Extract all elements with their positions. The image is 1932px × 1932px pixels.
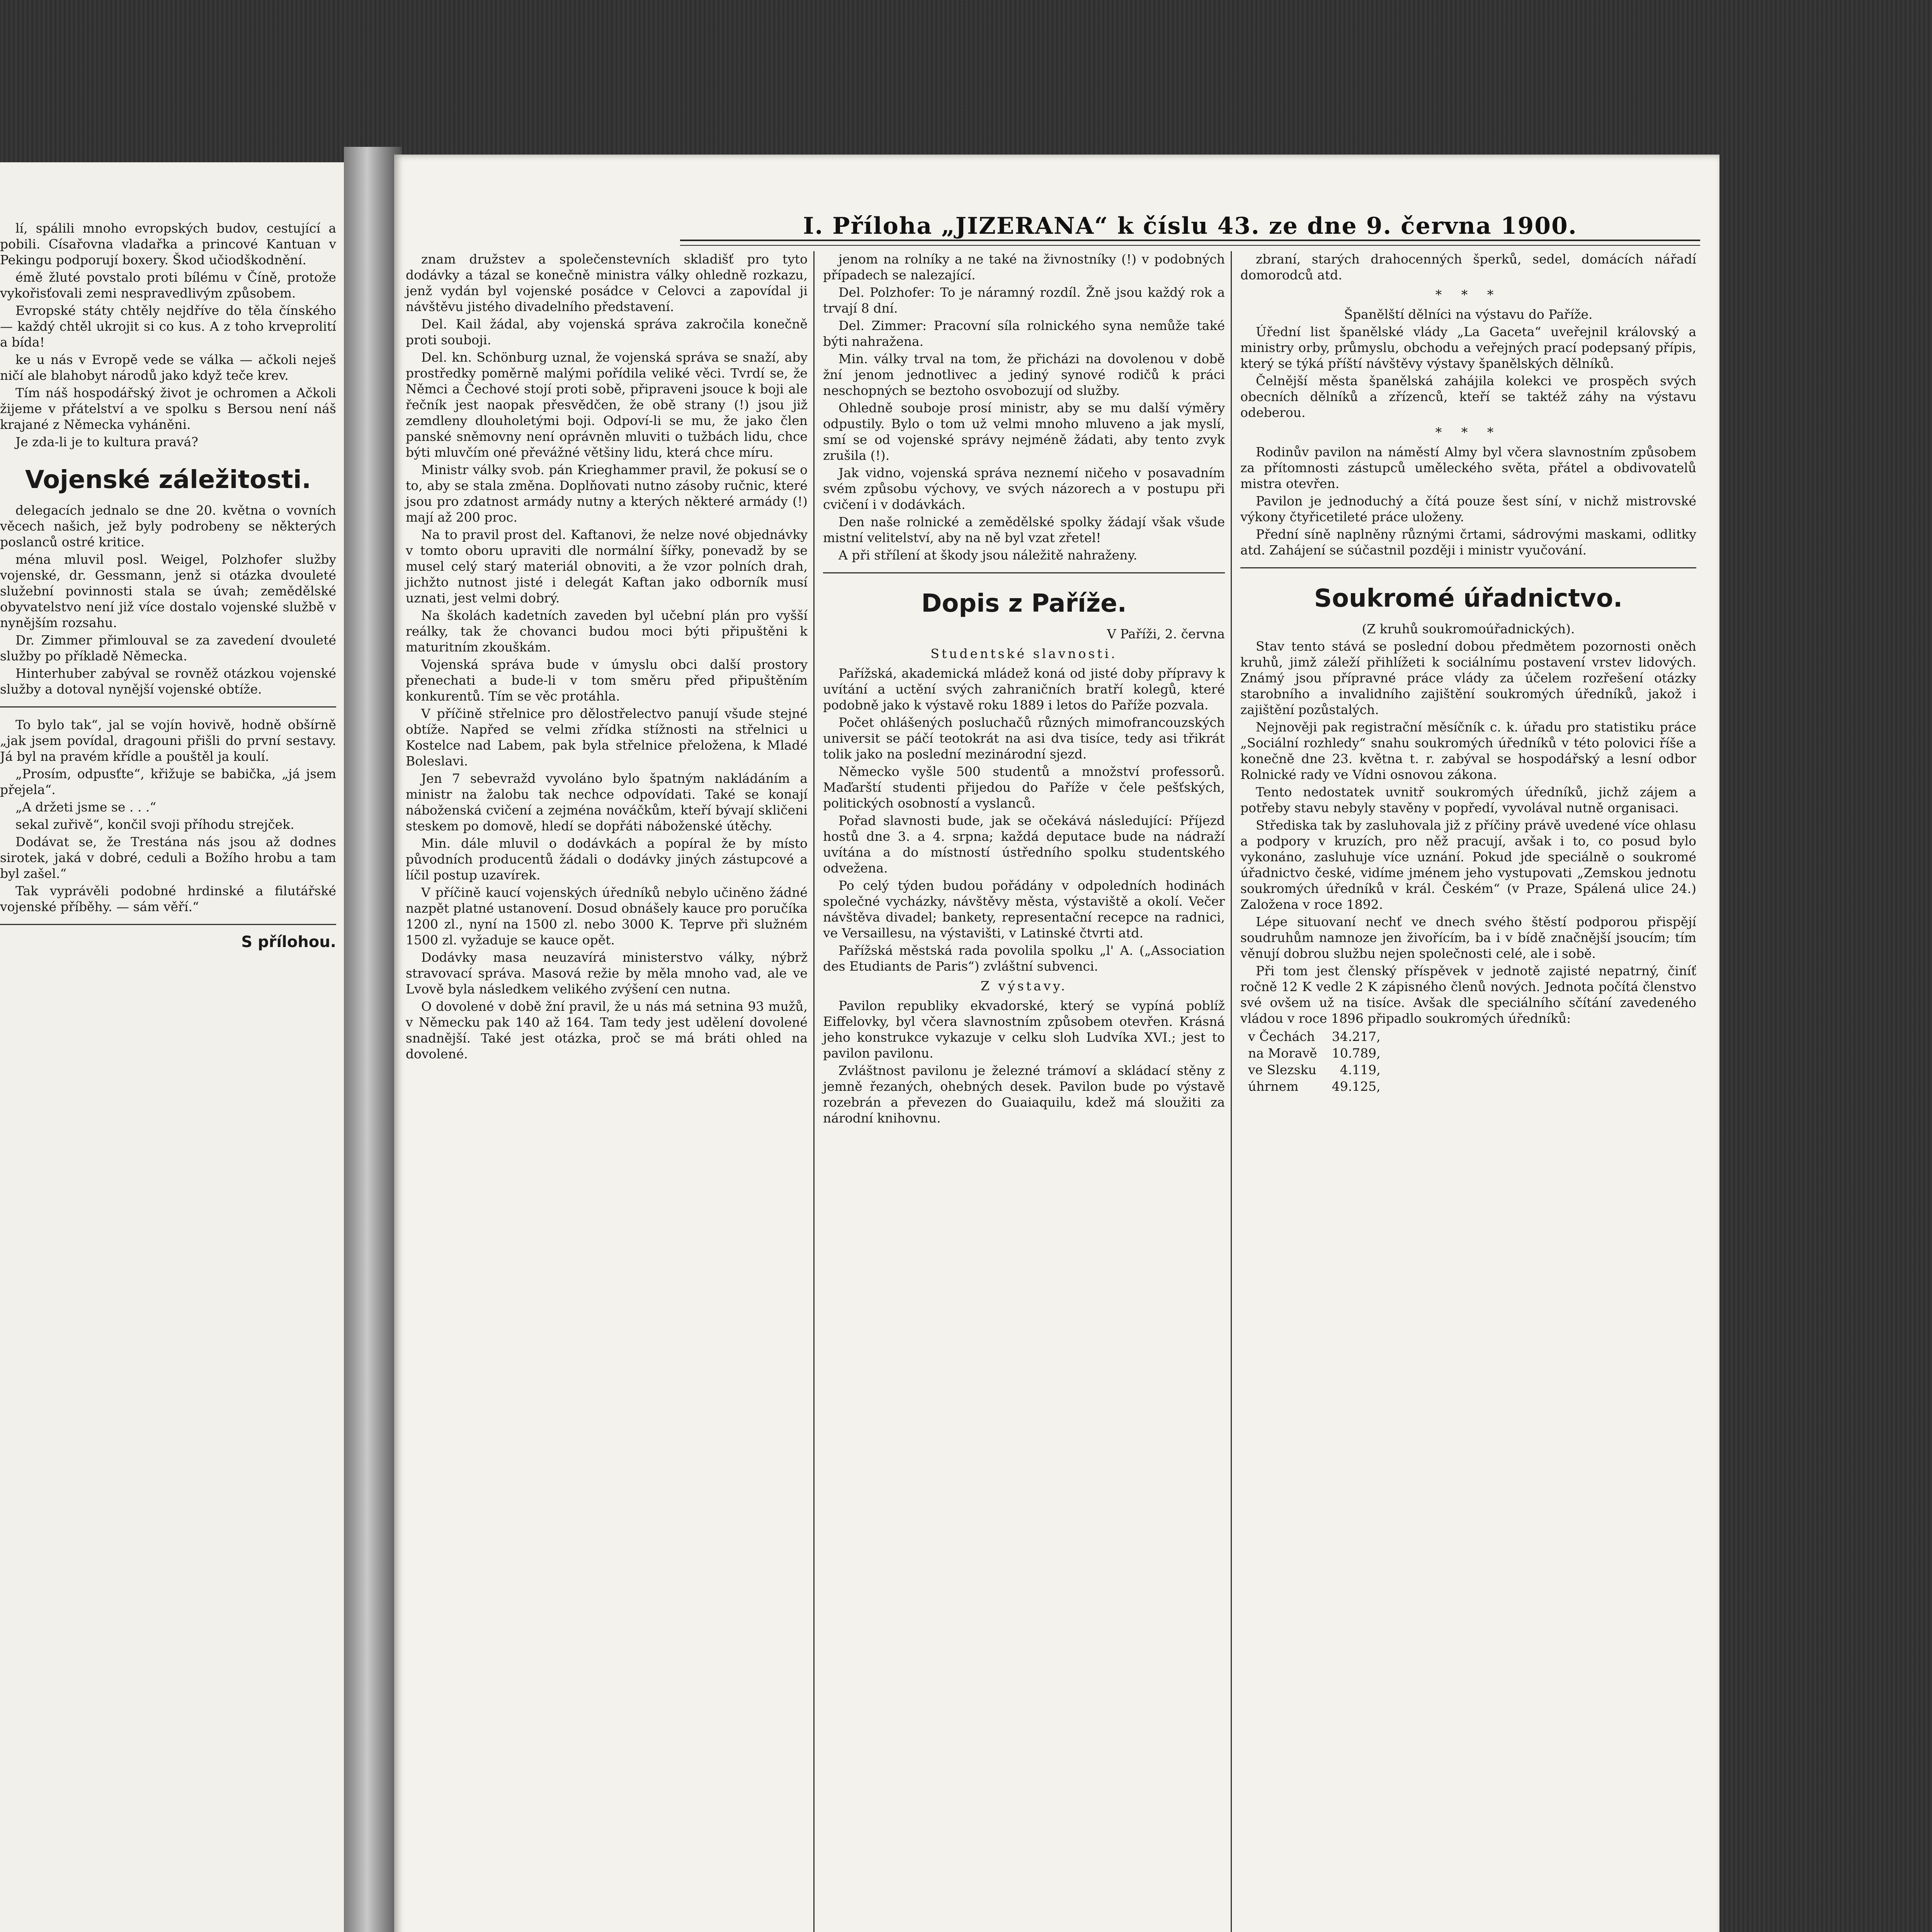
table-row — [1241, 1078, 1388, 1094]
stars-divider: * * * — [1435, 425, 1502, 440]
region-cell: na Moravě — [1248, 1046, 1317, 1061]
statistics-table — [1240, 1028, 1388, 1095]
section-paragraph: ména mluvil posl. Weigel, Polzhofer služby vojenské, dr. Gessmann, jenž si otázka dvouleté služební povinnosti stala se úvah; zemědělské obyvatelstvo není již více dostalo vojenské službě v nynějším rozsahu. — [0, 552, 336, 630]
value-cell: 34.217, — [1332, 1029, 1381, 1044]
table-row — [1241, 1029, 1388, 1044]
section-paragraph: Dr. Zimmer přimlouval se za zavedení dvouleté služby po příkladě Německa. — [0, 633, 336, 663]
region-cell: ve Slezsku — [1248, 1062, 1316, 1077]
article-paragraph: V příčině kaucí vojenských úředníků nebylo učiněno žádné nazpět platné ustanovení. Dosud obnášely kauce pro poručíka 1200 zl., nyní na 1500 zl. nebo 3000 K. Teprve při služném 1500 zl. vyžaduje se kauce opět. — [406, 885, 808, 947]
left-paragraph: Tím náš hospodářský život je ochromen a Ačkoli žijeme v přátelství a ve spolku s Bersou není náš krajané z Německa vyháněni. — [0, 385, 336, 432]
article-paragraph: Del. kn. Schönburg uznal, že vojenská správa se snaží, aby prostředky poměrně malými pořídila veliké věci. Tvrdí se, že Němci a Čechové stojí proti sobě, připraveni jsouce k boji ale řečník jest naopak přesvědčen, že obě strany (!) jsou již zemdleny dlouholetými boji. Odpoví-li se mu, že jako člen panské sněmovny není oprávněn mluviti o tužbách lidu, chce býti mluvčím oné převážné většiny lidu, která chce míru. — [406, 350, 808, 460]
article-paragraph: Den naše rolnické a zemědělské spolky žádají však všude mistní velitelství, aby na ně byl vzat zřetel! — [823, 514, 1225, 545]
article-paragraph: Ministr války svob. pán Krieghammer pravil, že pokusí se o to, aby se stala změna. Doplňovati nutno zásoby ručnic, které jsou pro zdatnost armády nutny a kterých některé armády (!) mají až 200 proc. — [406, 462, 808, 525]
value-cell: 49.125, — [1332, 1079, 1381, 1094]
left-paragraph: Evropské státy chtěly nejdříve do těla čínského — každý chtěl ukrojit si co kus. A z toho krveprolití a bída! — [0, 303, 336, 350]
column-rule — [813, 251, 815, 1932]
column-2 — [823, 251, 1225, 1128]
letter-paragraph: Po celý týden budou pořádány v odpoledních hodinách společné vycházky, návštěvy města, výstaviště a okolí. Večer návštěva divadel; bankety, representační recepce na radnici, ve Versaillesu, na výstavišti, v Latinské čtvrti atd. — [823, 878, 1225, 940]
article-paragraph: Nejnověji pak registrační měsíčník c. k. úřadu pro statistiku práce „Sociální rozhledy“ snahu soukromých úředníků v této polovici říše a konečně dne 23. května t. r. zabýval se hospodářský a lesní odbor Rolnické rady ve Vídni osnovou zákona. — [1240, 719, 1696, 782]
article-paragraph: Lépe situovaní nechť ve dnech svého štěstí podporou přispějí soudruhům namnoze jen živořícím, ba i v bídě značnější jsoucím; tím věnují dobrou službu nejen společnosti celé, ale i sobě. — [1240, 914, 1696, 961]
article-paragraph: znam družstev a společenstevních skladišť pro tyto dodávky a tázal se konečně ministra války ohledně rozkazu, jenž vydán byl vojenské posádce v Celovci a zapovídal ji návštěvu jistého divadelního představení. — [406, 252, 808, 314]
article-paragraph: Tento nedostatek uvnitř soukromých úředníků, jichž zájem a potřeby stavu nebyly stavěny v popředí, vyvolával nutně organisaci. — [1240, 784, 1696, 815]
letter-paragraph: Počet ohlášených posluchačů různých mimofrancouzských universit se páčí teotokrát na asi dva tisíce, tedy asi třikrát tolik jako na poslední mezinárodní sjezd. — [823, 715, 1225, 762]
left-paragraph: Je zda-li je to kultura pravá? — [15, 434, 198, 449]
subtitle-private-clerks: (Z kruhů soukromoúřadnických). — [1362, 621, 1575, 636]
left-paragraph: ke u nás v Evropě vede se válka — ačkoli neješ ničí ale blahobyt národů jako když teče krev. — [0, 352, 336, 383]
rodin-paragraph: Pavilon je jednoduchý a čítá pouze šest síní, v nichž mistrovské výkony čtyřicetileté práce uloženy. — [1240, 493, 1696, 524]
supplement-note: S přílohou. — [241, 933, 336, 951]
page-gutter-shadow — [344, 147, 402, 1932]
story-paragraph: To bylo tak“, jal se vojín hovivě, hodně obšírně „jak jsem povídal, dragouni přišli do první sestavy. Já byl na pravém křídle a pouštěl ja koulí. — [0, 717, 336, 764]
left-page — [0, 162, 371, 1932]
story-paragraph: „A držeti jsme se . . .“ — [15, 799, 156, 815]
article-paragraph: Min. dále mluvil o dodávkách a popíral že by místo původních producentů žádali o dodávky jiných zástupcové a líčil postup uzavírek. — [406, 836, 808, 883]
exhibit-paragraph: Pavilon republiky ekvadorské, který se vypíná poblíž Eiffelovky, byl včera slavnostním způsobem otevřen. Krásná jeho konstrukce vykazuje v celku sloh Ludvíka XVI.; jest to pavilon pavilonu. — [823, 998, 1225, 1061]
article-paragraph: Na to pravil prost del. Kaftanovi, že nelze nové objednávky v tomto oboru upraviti dle normální šířky, ponevadž by se musel celý starý materiál obnoviti, a že vzor polních drah, jichžto nutnost jisté i delegát Kaftan jako odborník musí uznati, jest velmi dobrý. — [406, 527, 808, 605]
rodin-paragraph: Rodinův pavilon na náměstí Almy byl včera slavnostním způsobem za přítomnosti zástupců uměleckého světa, přátel a obdivovatelů mistra otevřen. — [1240, 444, 1696, 491]
subhead-students: Studentské slavnosti. — [930, 646, 1117, 661]
letter-paragraph: Pařížská městská rada povolila spolku „l' A. („Association des Etudiants de Paris“) zvláštní subvenci. — [823, 943, 1225, 974]
right-page — [394, 155, 1719, 1932]
spain-paragraph: Úřední list španělské vlády „La Gaceta“ uveřejnil královský a ministry orby, průmyslu, obchodu a veřejných prací podepsaný přípis, který se týká příští návštěvy výstavy španělských dělníků. — [1240, 324, 1696, 371]
separator — [823, 572, 1225, 573]
section-paragraph: Hinterhuber zabýval se rovněž otázkou vojenské služby a dotoval nynější vojenské obtíže. — [0, 666, 336, 697]
article-paragraph: V příčině střelnice pro dělostřelectvo panují všude stejné obtíže. Napřed se velmi zřídka stížnosti na střelnici u Kostelce nad Labem, pak byla střelnice přeložena, k Mladé Boleslavi. — [406, 706, 808, 769]
table-row — [1241, 1062, 1388, 1078]
column-3 — [1240, 251, 1696, 1095]
exhibit-paragraph: Zvláštnost pavilonu je železné trámoví a skládací stěny z jemně řezaných, ohebných desek. Pavilon bude po výstavě rozebrán a převezen do Guaiaquilu, kdež má sloužiti za národní knihovnu. — [823, 1063, 1225, 1126]
column-rule — [1231, 251, 1232, 1932]
header-rule — [680, 240, 1700, 246]
left-paragraph: lí, spálili mnoho evropských budov, cestující a pobili. Císařovna vladařka a princové Kantuan v Pekingu podporují boxery. Škod učiodškodnění. — [0, 221, 336, 267]
article-paragraph: Del. Zimmer: Pracovní síla rolnického syna nemůže také býti nahražena. — [823, 318, 1225, 349]
value-cell: 10.789, — [1332, 1046, 1381, 1061]
article-paragraph: Stav tento stává se poslední dobou předmětem pozornosti oněch kruhů, jimž záleží přihlížeti k sociálnímu postavení vrstev lidových. Známý jsou přípravné práce vlády za účelem rozřešení otázky starobního a invalidního zajištění soukromých úředníků, jakož i zajištění pozůstalých. — [1240, 639, 1696, 717]
article-paragraph: jenom na rolníky a ne také na živnostníky (!) v podobných případech se nalezající. — [823, 252, 1225, 282]
subhead-exhibition: Z výstavy. — [981, 978, 1067, 993]
region-cell: v Čechách — [1248, 1029, 1315, 1044]
left-column — [0, 220, 336, 950]
story-paragraph: Dodávat se, že Trestána nás jsou až dodnes sirotek, jaká v dobré, ceduli a Božího hrobu a tam byl zašel.“ — [0, 834, 336, 881]
headline-paris-letter: Dopis z Paříže. — [921, 589, 1127, 618]
story-paragraph: Tak vyprávěli podobné hrdinské a filutářské vojenské příběhy. — sám věří.“ — [0, 883, 336, 914]
article-paragraph: Dodávky masa neuzavírá ministerstvo války, nýbrž stravovací správa. Masová režie by měla mnoho vad, ale ve Lvově byla následkem velikého zvýšení cen nutna. — [406, 950, 808, 997]
section-title: Vojenské záležitosti. — [25, 466, 311, 494]
dateline: V Paříži, 2. června — [1107, 626, 1225, 641]
letter-paragraph: Pařížská, akademická mládež koná od jisté doby přípravy k uvítání a uctění svých zahraničních bratří kolegů, které podobně jako k výstavě roku 1889 i letos do Paříže pozvala. — [823, 666, 1225, 713]
separator — [1240, 567, 1696, 568]
story-paragraph: „Prosím, odpusťte“, křižuje se babička, „já jsem přejela“. — [0, 766, 336, 797]
headline-private-clerks: Soukromé úřadnictvo. — [1314, 584, 1623, 613]
separator — [0, 924, 336, 925]
article-paragraph: Min. války trval na tom, že přicházi na dovolenou v době žní jenom jednotlivec a jediný synové rodičů k práci neschopných se beztoho osvobozují od služby. — [823, 351, 1225, 398]
rodin-paragraph: Přední síně naplněny různými črtami, sádrovými maskami, odlitky atd. Zahájení se súčastnil později i ministr vyučování. — [1240, 527, 1696, 558]
value-cell: 4.119, — [1340, 1062, 1381, 1077]
spain-paragraph: Čelnější města španělská zahájila kolekci ve prospěch svých obecních dělníků a zřízenců, kteří se taktéž záhy na výstavu odeberou. — [1240, 373, 1696, 420]
article-paragraph: Jak vidno, vojenská správa neznemí ničeho v posavadním svém způsobu výchovy, ve svých názorech a v postupu při cvičení i v dodávkách. — [823, 465, 1225, 512]
separator — [0, 706, 336, 707]
table-row — [1241, 1045, 1388, 1061]
article-paragraph: Střediska tak by zasluhovala již z příčiny právě uvedené více ohlasu a podpory v kruzích, pro něž pracují, avšak i to, co posud bylo vykonáno, zasluhuje více uznání. Pokud jde speciálně o soukromé úřadnictvo české, vidíme jménem jeho vystupovati „Zemskou jednotu soukromých úředníků v král. Českém“ (v Praze, Spálená ulice 24.) Založena v roce 1892. — [1240, 818, 1696, 912]
letter-paragraph: Pořad slavnosti bude, jak se očekává následující: Příjezd hostů dne 3. a 4. srpna; každá deputace bude na nádraží uvítána a do místností ústředního spolku studentského odvežena. — [823, 813, 1225, 876]
section-paragraph: delegacích jednalo se dne 20. května o vovních věcech našich, jež byly podrobeny se některých poslanců ostré kritice. — [0, 503, 336, 549]
left-paragraph: émě žluté povstalo proti bílému v Číně, protože vykořisťovali zemi nespravedlivým způsobem. — [0, 270, 336, 301]
page-header: I. Příloha „JIZERANA“ k číslu 43. ze dne 9. června 1900. — [803, 213, 1577, 240]
article-paragraph: Při tom jest členský příspěvek v jednotě zajisté nepatrný, činíť ročně 12 K vedle 2 K zápisného členů nových. Jednota počítá členstvo své ovšem už na tisíce. Avšak dle speciálního sčítání zavedeného vládou v roce 1896 připadlo soukromých úředníků: — [1240, 963, 1696, 1026]
letter-paragraph: Německo vyšle 500 studentů a množství professorů. Maďarští studenti přijedou do Paříže v čele pešťských, politických osobností a vyslanců. — [823, 764, 1225, 811]
article-paragraph: zbraní, starých drahocenných šperků, sedel, domácích nářadí domorodců atd. — [1240, 252, 1696, 282]
article-paragraph: A při střílení at škody jsou náležitě nahraženy. — [838, 548, 1138, 563]
article-paragraph: Na školách kadetních zaveden byl učební plán pro vyšší reálky, tak že chovanci budou moci býti připuštěni k maturitním zkouškám. — [406, 608, 808, 655]
article-paragraph: Del. Polzhofer: To je náramný rozdíl. Žně jsou každý rok a trvají 8 dní. — [823, 285, 1225, 316]
region-cell: úhrnem — [1248, 1079, 1299, 1094]
stars-divider: * * * — [1435, 287, 1502, 302]
article-paragraph: Ohledně souboje prosí ministr, aby se mu další výměry odpustily. Bylo o tom už velmi mnoho mluveno a jak myslí, smí se od vojenské správy nejméně žádati, aby tento zvyk zrušila (!). — [823, 400, 1225, 463]
column-1 — [406, 251, 808, 1063]
article-paragraph: Jen 7 sebevražd vyvoláno bylo špatným nakládáním a ministr na žalobu tak nechce odpovídati. Také se konají náboženská cvičení a zejména nováčkům, kteří bývají skličeni steskem po domově, hledí se dopřáti náboženské útěchy. — [406, 771, 808, 833]
story-paragraph: sekal zuřivě“, končil svoji příhodu strejček. — [15, 817, 294, 832]
subhead-spain: Španělští dělníci na výstavu do Paříže. — [1344, 307, 1593, 322]
article-paragraph: Del. Kail žádal, aby vojenská správa zakročila konečně proti souboji. — [406, 316, 808, 347]
article-paragraph: Vojenská správa bude v úmyslu obci další prostory přenechati a bude-li v tom směru před připuštěním konkurentů. Tím se věc protáhla. — [406, 657, 808, 704]
article-paragraph: O dovolené v době žní pravil, že u nás má setnina 93 mužů, v Německu pak 140 až 164. Tam tedy jest udělení dovolené snadnější. Také jest otázka, proč se má bráti ohled na dovolené. — [406, 999, 808, 1061]
